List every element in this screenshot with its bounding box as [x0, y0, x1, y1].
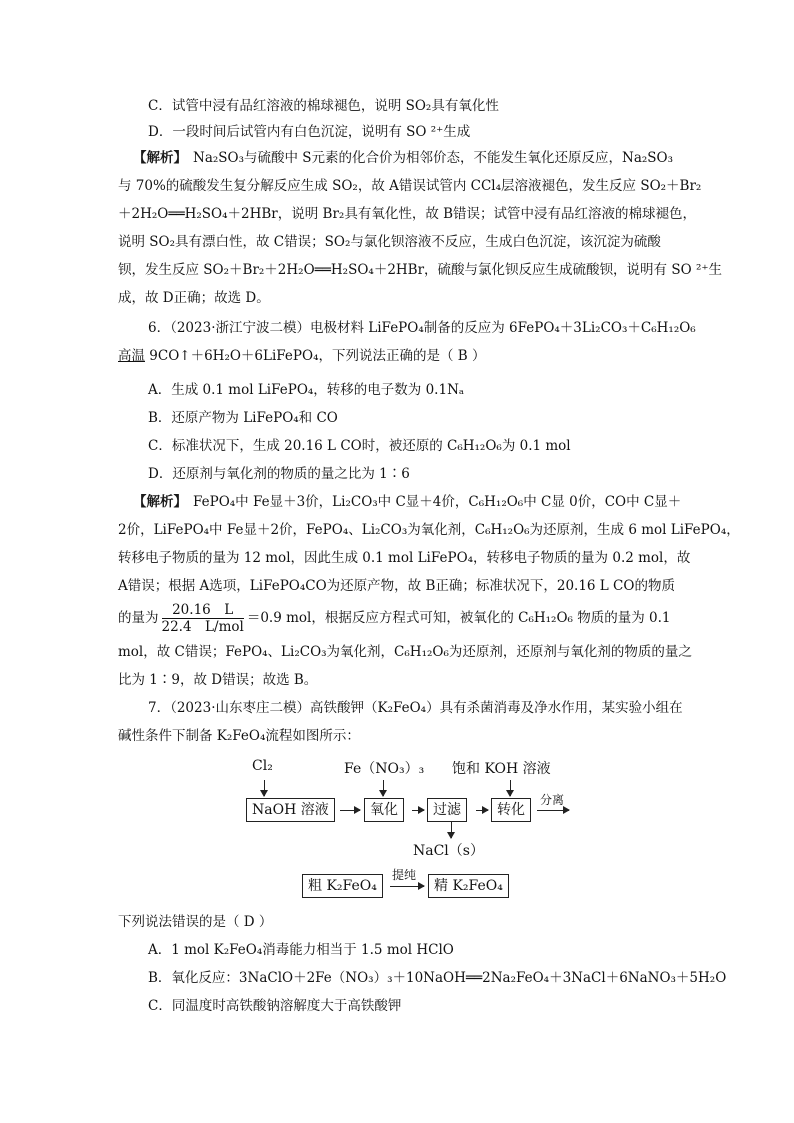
koh-label: 饱和 KOH 溶液: [452, 761, 551, 777]
q7-option-a: A．1 mol K₂FeO₄消毒能力相当于 1.5 mol HClO: [148, 942, 454, 958]
q6-stem-line-1: 6．（2023·浙江宁波二模）电极材料 LiFePO₄制备的反应为 6FePO₄＋3Li₂CO₃＋C₆H₁₂O₆: [148, 320, 696, 336]
convert-box: 转化: [491, 798, 531, 822]
arrow-right-icon: [476, 810, 488, 811]
q5-analysis-line-5: 钡，发生反应 SO₂＋Br₂＋2H₂O══H₂SO₄＋2HBr，硫酸与氯化钡反应生成硫酸钡，说明有 SO ²⁺生: [118, 262, 722, 278]
q7-stem-line-2: 碱性条件下制备 K₂FeO₄流程如图所示：: [118, 728, 360, 744]
q6-analysis-line-3: 转移电子物质的量为 12 mol，因此生成 0.1 mol LiFePO₄，转移电子物质的量为 0.2 mol，故: [118, 550, 691, 566]
naoh-box: NaOH 溶液: [246, 798, 335, 822]
arrow-right-icon: [537, 810, 569, 811]
q6-analysis-line-6: mol，故 C错误；FePO₄、Li₂CO₃为氧化剂，C₆H₁₂O₆为还原剂，还原剂与氧化剂的物质的量之: [118, 644, 692, 660]
q7-stem-line-1: 7．（2023·山东枣庄二模）高铁酸钾（K₂FeO₄）具有杀菌消毒及净水作用，某实验小组在: [148, 700, 683, 716]
q7-option-b: B．氧化反应：3NaClO＋2Fe（NO₃）₃＋10NaOH══2Na₂FeO₄＋3NaCl＋6NaNO₃＋5H₂O: [148, 970, 727, 986]
q6-analysis-line-4: A错误；根据 A选项，LiFePO₄CO为还原产物，故 B正确；标准状况下，20.16 L CO的物质: [118, 578, 675, 594]
fine-box: 精 K₂FeO₄: [428, 874, 509, 898]
nacl-label: NaCl（s）: [413, 843, 484, 859]
purify-label: 提纯: [392, 868, 417, 882]
q5-analysis-line-6: 成，故 D正确；故选 D。: [118, 290, 270, 306]
q6-analysis-line-5: 的量为 $\frac{20.16 L}{\text{22.4 L/mol}}$ ＝0.9 mol，根据反应方程式可知，被氧化的 C₆H₁₂O₆ 物质的量为 0.1: [118, 602, 671, 635]
q5-option-c: C．试管中浸有品红溶液的棉球褪色，说明 SO₂具有氧化性: [148, 98, 499, 114]
q6-option-d: D．还原剂与氧化剂的物质的量之比为 1∶6: [148, 466, 410, 482]
arrow-right-icon: [412, 810, 424, 811]
arrow-down-icon: [383, 780, 384, 796]
fraction-denominator: 22.4 L/mol: [161, 619, 244, 635]
filter-box: 过滤: [427, 798, 467, 822]
fe-no3-label: Fe（NO₃）₃: [344, 761, 425, 777]
oxidize-box: 氧化: [364, 798, 404, 822]
crude-box: 粗 K₂FeO₄: [302, 874, 383, 898]
q7-option-c: C．同温度时高铁酸钠溶解度大于高铁酸钾: [148, 998, 402, 1014]
q5-analysis-line-2: 与 70%的硫酸发生复分解反应生成 SO₂，故 A错误试管内 CCl₄层溶液褪色，发生反应 SO₂＋Br₂: [118, 178, 702, 194]
q5-analysis-line-3: ＋2H₂O══H₂SO₄＋2HBr，说明 Br₂具有氧化性，故 B错误；试管中浸有品红溶液的棉球褪色，: [118, 206, 697, 222]
q7-question: 下列说法错误的是（ D ）: [118, 914, 273, 930]
reaction-condition: 高温: [118, 348, 145, 364]
arrow-down-icon: [264, 780, 265, 796]
arrow-down-icon: [451, 822, 452, 838]
q6-stem-line-2: 高温 9CO↑＋6H₂O＋6LiFePO₄，下列说法正确的是（ B ）: [118, 348, 486, 364]
arrow-right-icon: [390, 886, 424, 887]
q5-analysis-line-1: 【解析】 Na₂SO₃与硫酸中 S元素的化合价为相邻价态，不能发生氧化还原反应，Na₂SO₃: [133, 150, 674, 166]
cl2-label: Cl₂: [252, 758, 273, 774]
fraction: [162, 602, 244, 635]
arrow-down-icon: [510, 780, 511, 796]
analysis-tag: 【解析】: [133, 150, 187, 166]
q6-option-c: C．标准状况下，生成 20.16 L CO时，被还原的 C₆H₁₂O₆为 0.1 mol: [148, 438, 571, 454]
q6-analysis-line-7: 比为 1∶9，故 D错误；故选 B。: [118, 672, 318, 688]
q6-analysis-line-2: 2价，LiFePO₄中 Fe显＋2价，FePO₄、Li₂CO₃为氧化剂，C₆H₁₂O₆为还原剂，生成 6 mol LiFePO₄，: [118, 522, 740, 538]
separate-label: 分离: [540, 793, 565, 807]
q6-analysis-line-1: 【解析】 FePO₄中 Fe显＋3价，Li₂CO₃中 C显＋4价，C₆H₁₂O₆中 C显 0价，CO中 C显＋: [133, 494, 682, 510]
q5-option-d: D．一段时间后试管内有白色沉淀，说明有 SO ²⁺生成: [148, 124, 471, 140]
analysis-tag: 【解析】: [133, 494, 187, 510]
q5-analysis-line-4: 说明 SO₂具有漂白性，故 C错误；SO₂与氯化钡溶液不反应，生成白色沉淀，该沉淀为硫酸: [118, 234, 661, 250]
q6-option-a: A．生成 0.1 mol LiFePO₄，转移的电子数为 0.1Nₐ: [148, 382, 465, 398]
fraction-numerator: 20.16 L: [162, 602, 244, 619]
q6-option-b: B．还原产物为 LiFePO₄和 CO: [148, 410, 338, 426]
flow-diagram: [240, 758, 580, 908]
arrow-right-icon: [340, 810, 360, 811]
